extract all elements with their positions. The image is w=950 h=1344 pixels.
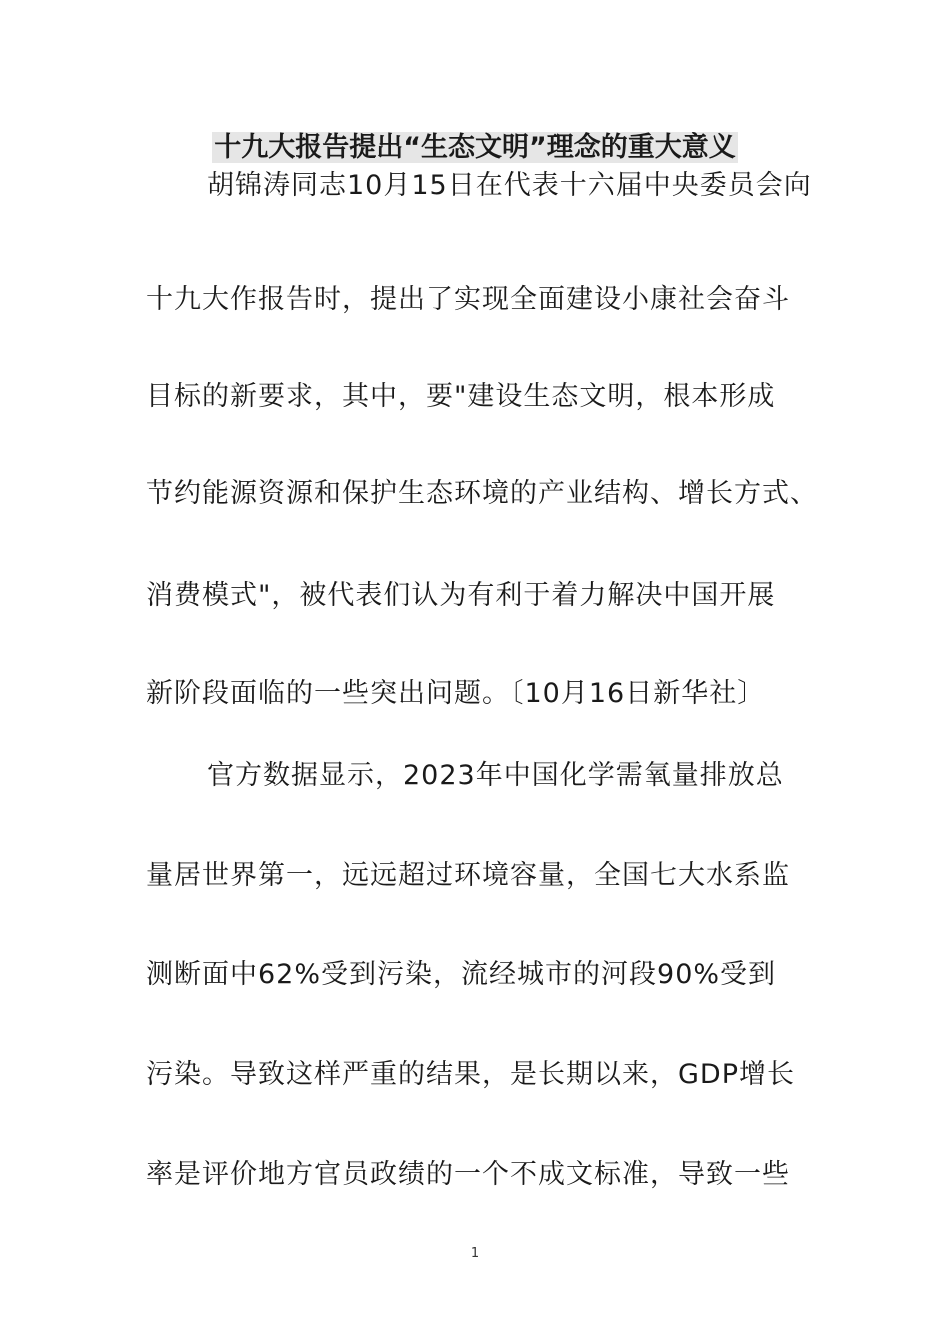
paragraph-1-line-1: 胡锦涛同志10月15日在代表十六届中央委员会向 [207,170,812,201]
paragraph-1-line-4: 节约能源资源和保护生态环境的产业结构、增长方式、 [146,478,818,509]
paragraph-2-line-1: 官方数据显示，2023年中国化学需氧量排放总 [207,760,784,791]
paragraph-2-line-3: 测断面中62%受到污染，流经城市的河段90%受到 [146,959,777,990]
document-title-text: 十九大报告提出“生态文明”理念的重大意义 [214,132,736,163]
paragraph-2-line-2: 量居世界第一，远远超过环境容量，全国七大水系监 [146,860,790,891]
document-title [0,128,950,168]
paragraph-1-line-6: 新阶段面临的一些突出问题。〔10月16日新华社〕 [146,678,766,709]
paragraph-2-line-4: 污染。导致这样严重的结果，是长期以来，GDP增长 [146,1059,795,1090]
paragraph-1-line-5: 消费模式"，被代表们认为有利于着力解决中国开展 [146,580,776,611]
page-number: 1 [470,1246,480,1261]
paragraph-1-line-3: 目标的新要求，其中，要"建设生态文明，根本形成 [146,381,776,412]
paragraph-2-line-5: 率是评价地方官员政绩的一个不成文标准，导致一些 [146,1159,790,1190]
paragraph-1-line-2: 十九大作报告时，提出了实现全面建设小康社会奋斗 [146,284,790,315]
